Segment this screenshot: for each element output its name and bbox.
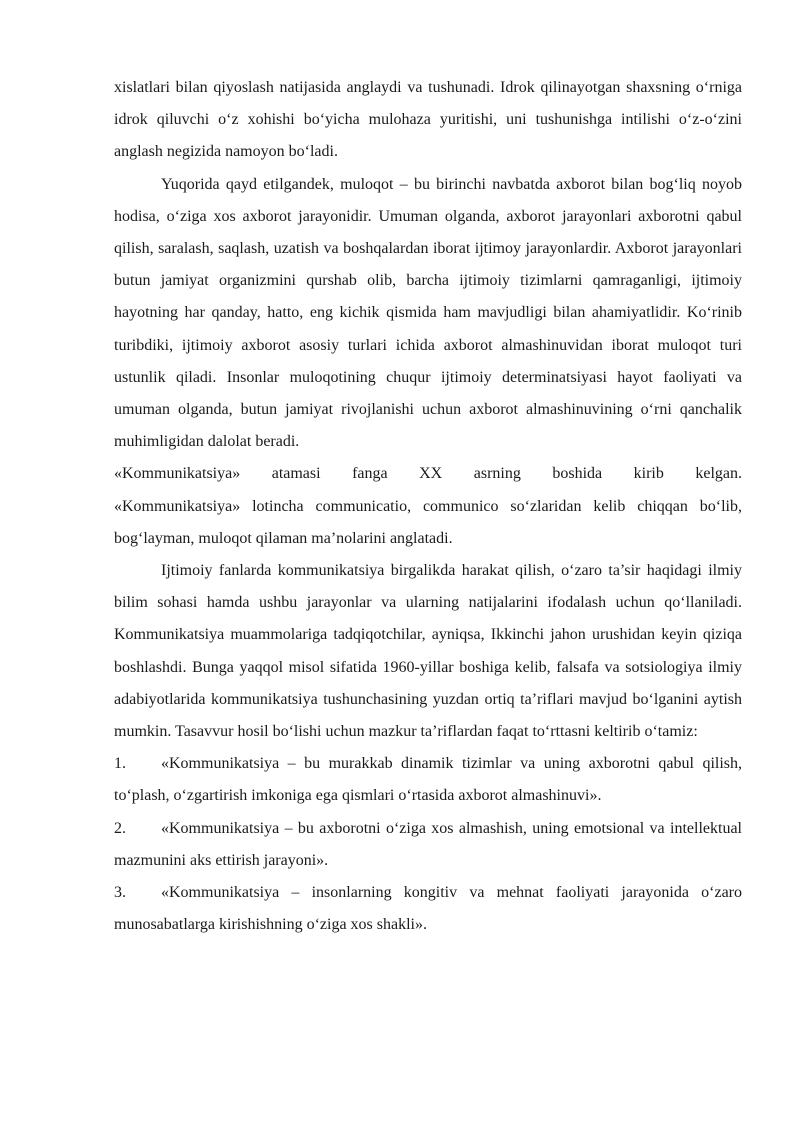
list-item-text: «Kommunikatsiya – bu axborotni o‘ziga xos almashish, uning emotsional va intellektual mazmunini aks ettirish jarayoni». [114,819,742,869]
list-item-text: «Kommunikatsiya – insonlarning kongitiv va mehnat faoliyati jarayonida o‘zaro munosabatlarga kirishishning o‘ziga xos shakli». [114,884,742,934]
document-page [114,72,742,941]
paragraph-5: Ijtimoiy fanlarda kommunikatsiya birgalikda harakat qilish, o‘zaro ta’sir haqidagi ilmiy bilim sohasi hamda ushbu jarayonlar va ularning natijalarini ifodalash uchun qo‘llaniladi. Kommunikatsiya muammolariga tadqiqotchilar, ayniqsa, Ikkinchi jahon urushidan keyin qiziqa boshlashdi. Bunga yaqqol misol sifatida 1960-yillar boshiga kelib, falsafa va sotsiologiya ilmiy adabiyotlarida kommunikatsiya tushunchasining yuzdan ortiq ta’riflari mavjud bo‘lganini aytish mumkin. Tasavvur hosil bo‘lishi uchun mazkur ta’riflardan faqat to‘rttasni keltirib o‘tamiz: [114,562,742,741]
paragraph-1: xislatlari bilan qiyoslash natijasida anglaydi va tushunadi. Idrok qilinayotgan shaxsning o‘rniga idrok qiluvchi o‘z xohishi bo‘yicha mulohaza yuritishi, uni tushunishga intilishi o‘z-o‘zini anglash negizida namoyon bo‘ladi. [114,79,742,161]
list-item-2 [114,813,742,877]
list-item-number: 3. [114,884,126,902]
definitions-list [114,748,742,941]
list-item-text: «Kommunikatsiya – bu murakkab dinamik tizimlar va uning axborotni qabul qilish, to‘plash, o‘zgartirish imkoniga ega qismlari o‘rtasida axborot almashinuvi». [114,755,742,805]
paragraph-2: Yuqorida qayd etilgandek, muloqot – bu birinchi navbatda axborot bilan bog‘liq noyob hodisa, o‘ziga xos axborot jarayonidir. Umuman olganda, axborot jarayonlari axborotni qabul qilish, saralash, saqlash, uzatish va boshqalardan iborat ijtimoy jarayonlardir. Axborot jarayonlari butun jamiyat organizmini qurshab olib, barcha ijtimoiy tizimlarni qamraganligi, ijtimoiy hayotning har qanday, hatto, eng kichik qismida ham mavjudligi bilan ahamiyatlidir. Ko‘rinib turibdiki, ijtimoiy axborot asosiy turlari ichida axborot almashinuvidan iborat muloqot turi ustunlik qiladi. Insonlar muloqotining chuqur ijtimoiy determinatsiyasi hayot faoliyati va umuman olganda, butun jamiyat rivojlanishi uchun axborot almashinuvining o‘rni qanchalik muhimligidan dalolat beradi. [114,175,742,451]
list-item-1 [114,748,742,812]
list-item-number: 1. [114,755,126,773]
paragraph-4: «Kommunikatsiya» lotincha communicatio, communico so‘zlaridan kelib chiqqan bo‘lib, bog‘layman, muloqot qilaman ma’nolarini anglatadi. [114,497,742,547]
list-item-3 [114,877,742,941]
paragraph-3: «Kommunikatsiya» atamasi fanga XX asrning boshida kirib kelgan. [114,465,742,483]
list-item-number: 2. [114,819,126,837]
